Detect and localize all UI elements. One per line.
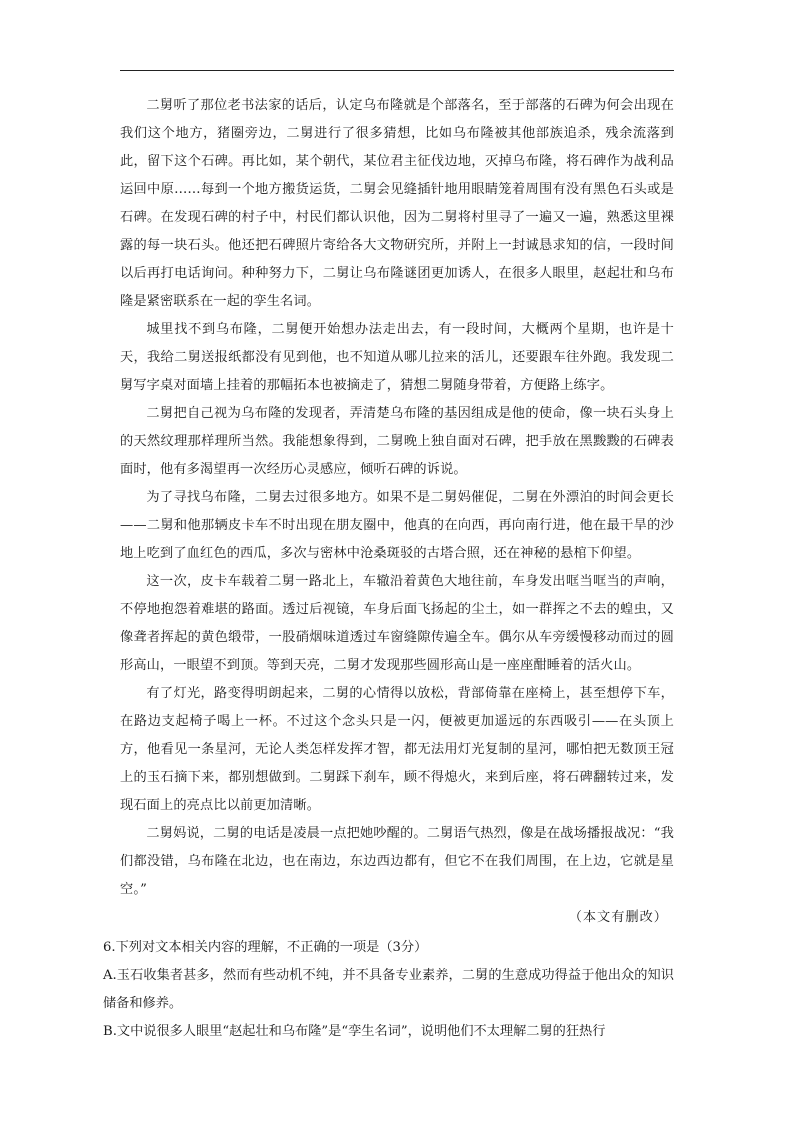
- paragraph-6: 有了灯光，路变得明朗起来，二舅的心情得以放松，背部倚靠在座椅上，甚至想停下车，在路边支起椅子喝上一杯。不过这个念头只是一闪，便被更加遥远的东西吸引——在头顶上方，他看见一条星河，无论人类怎样发挥才智，都无法用灯光复制的星河，哪怕把无数顶王冠上的玉石摘下来，都别想做到。二舅踩下刹车，顾不得熄火，来到后座，将石碑翻转过来，发现石面上的亮点比以前更加清晰。: [120, 686, 674, 813]
- paragraph-2: 城里找不到乌布隆，二舅便开始想办法走出去，有一段时间，大概两个星期，也许是十天，我给二舅送报纸都没有见到他，也不知道从哪儿拉来的活儿，还要跟车往外跑。我发现二舅写字桌对面墙上挂着的那幅拓本也被摘走了，猜想二舅随身带着，方便路上练字。: [120, 322, 674, 393]
- paragraph-3: 二舅把自己视为乌布隆的发现者，弄清楚乌布隆的基因组成是他的使命，像一块石头身上的天然纹理那样理所当然。我能想象得到，二舅晚上独自面对石碑，把手放在黑黢黢的石碑表面时，他有多渴望再一次经历心灵感应，倾听石碑的诉说。: [120, 406, 674, 477]
- question-6: [103, 934, 674, 1046]
- paragraph-7: 二舅妈说，二舅的电话是凌晨一点把她吵醒的。二舅语气热烈，像是在战场播报战况：“我们都没错，乌布隆在北边，也在南边，东边西边都有，但它不在我们周围，在上边，它就是星空。”: [120, 826, 674, 897]
- option-a: A.玉石收集者甚多，然而有些动机不纯，并不具备专业素养，二舅的生意成功得益于他出众的知识储备和修养。: [103, 968, 674, 1011]
- header-rule: [120, 70, 674, 71]
- paragraph-4: 为了寻找乌布隆，二舅去过很多地方。如果不是二舅妈催促，二舅在外漂泊的时间会更长——二舅和他那辆皮卡车不时出现在朋友圈中，他真的在向西，再向南行进，他在最干旱的沙地上吃到了血红色的西瓜，多次与密林中沧桑斑驳的古塔合照，还在神秘的悬棺下仰望。: [120, 490, 674, 561]
- option-b: B.文中说很多人眼里“赵起壮和乌布隆”是“孪生名词”，说明他们不太理解二舅的狂热行: [103, 1024, 606, 1039]
- paragraph-1: 二舅听了那位老书法家的话后，认定乌布隆就是个部落名，至于部落的石碑为何会出现在我们这个地方，猪圈旁边，二舅进行了很多猜想，比如乌布隆被其他部族追杀，残余流落到此，留下这个石碑。再比如，某个朝代，某位君主征伐边地，灭掉乌布隆，将石碑作为战利品运回中原……每到一个地方搬货运货，二舅会见缝插针地用眼睛笼着周围有没有黑色石头或是石碑。在发现石碑的村子中，村民们都认识他，因为二舅将村里寻了一遍又一遍，熟悉这里裸露的每一块石头。他还把石碑照片寄给各大文物研究所，并附上一封诚恳求知的信，一段时间以后再打电话询问。种种努力下，二舅让乌布隆谜团更加诱人，在很多人眼里，赵起壮和乌布隆是紧密联系在一起的孪生名词。: [120, 98, 674, 309]
- source-note: （本文有删改）: [568, 910, 668, 925]
- paragraph-5: 这一次，皮卡车载着二舅一路北上，车辙沿着黄色大地往前，车身发出哐当哐当的声响，不停地抱怨着难堪的路面。透过后视镜，车身后面飞扬起的尘土，如一群挥之不去的蝗虫，又像聋者挥起的黄色缎带，一股硝烟味道透过车窗缝隙传遍全车。偶尔从车旁缓慢移动而过的圆形高山，一眼望不到顶。等到天亮，二舅才发现那些圆形高山是一座座酣睡着的活火山。: [120, 574, 674, 673]
- question-stem: 6.下列对文本相关内容的理解，不正确的一项是（3分）: [103, 940, 428, 955]
- article-body: [103, 92, 674, 1046]
